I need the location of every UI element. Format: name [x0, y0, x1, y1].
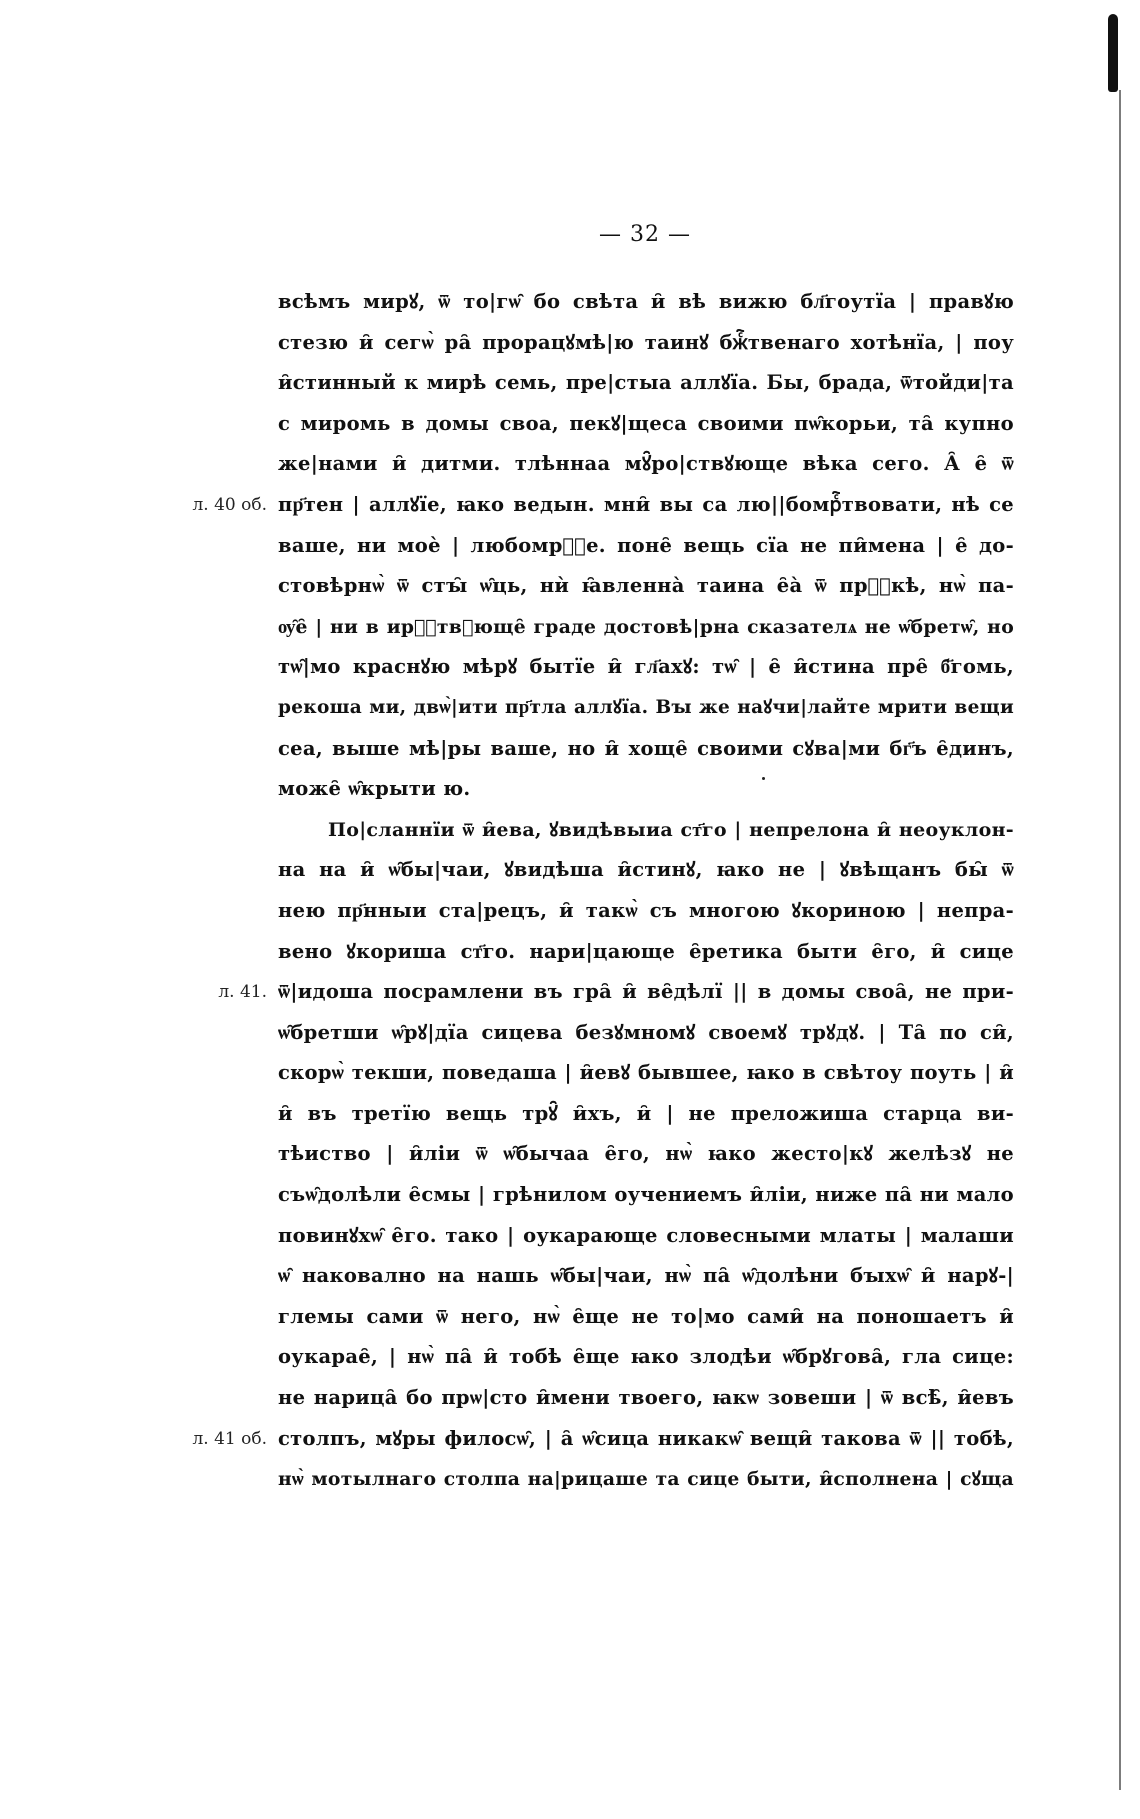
- text-line: [278, 810, 1014, 851]
- text-line: [278, 1094, 1014, 1135]
- text-line-content: на на и̑ ѡ̑бы|чаи, ꙋвидѣша и̑стинꙋ, ꙗко не | ꙋвѣщанъ бы̑ ѿ: [278, 858, 1014, 882]
- text-line: [278, 1053, 1014, 1094]
- text-line: [218, 972, 1014, 1013]
- text-line: [278, 282, 1014, 323]
- text-line: [278, 566, 1014, 607]
- text-line-content: тѣиство | и̑ліи ѿ ѡ̑бычаа е̑го, нѡ̀ ꙗко жесто|кꙋ желѣзꙋ не: [278, 1142, 1014, 1166]
- text-line: [278, 1337, 1014, 1378]
- text-line-content: скорѡ̀ текши, поведаша | и̑евꙋ бывшее, ꙗко в свѣтоу поуть | и̑: [278, 1061, 1014, 1085]
- text-line: [278, 444, 1014, 485]
- text-line-content: тѡ̑|мо краснꙋю мѣрꙋ бытїе и̑ гл҃ахꙋ: тѡ̑ | е̑ и̑стина пре̑ б҃гомь,: [278, 655, 1014, 679]
- text-line-content: же|нами и̑ дитми. тлѣннаа мꙋ̑ро|ствꙋюще вѣка сего. А̑ е̑ ѿ: [278, 452, 1014, 476]
- text-line-content: с миромь в домы своа, пекꙋ|щеса своими пѡ̑корьи, та̑ купно: [278, 411, 1014, 435]
- text-line-content: и̑ въ третїю вещь трꙋ̑ и̑хъ, и̑ | не преложиша старца ви-: [278, 1101, 1014, 1125]
- text-line-content: стезю и̑ сегѡ̀ ра̑ прорацꙋмѣ|ю таинꙋ бжⷭ҇твенаго хотѣнїа, | поу: [278, 330, 1014, 354]
- text-line-content: ваше, ни моѐ | любомрⷭ҇е. поне̑ вещь сїа не пи̑мена | е̑ до-: [278, 533, 1014, 557]
- text-line-content: пр҃тен | аллꙋїе, ꙗко ведын. мни̑ вы са лю||бомрⷭ҇твовати, нѣ се: [278, 492, 1014, 516]
- text-line: [278, 526, 1014, 567]
- text-line: [278, 729, 1014, 770]
- text-line-content: ѿ|идоша посрамлени въ гра̑ и̑ ве̑дѣлї || в домы своа̑, не при-: [278, 980, 1014, 1004]
- text-line: [278, 769, 1014, 810]
- text-line: [278, 1378, 1014, 1419]
- text-line-content: сеа, выше мѣ|ры ваше, но и̑ хоще̑ своими сꙋва|ми бг҃ъ е̑динъ,: [278, 736, 1014, 760]
- text-line-content: ѡ̑ наковално на нашь ѡ̑бы|чаи, нѡ̀ па̑ ѡ̑долѣни бꙑхѡ̑ и̑ нарꙋ-|: [278, 1264, 1014, 1288]
- text-line-content: глемы сами ѿ него, нѡ̀ е̑ще не то|мо сами̑ на поношаетъ и̑: [278, 1304, 1014, 1328]
- page-number: — 32 —: [599, 222, 691, 247]
- text-line: [278, 1256, 1014, 1297]
- margin-folio-note: л. 40 об.: [192, 494, 267, 515]
- text-line-content: нѡ̀ мотылнаго столпа на|рицаше та сице быти, и̑сполнена | сꙋща: [278, 1468, 1014, 1491]
- body-text: [192, 282, 1014, 1500]
- text-line-content: ѹ̑е̑ | ни в ирⷭ҇твꙋюще̑ граде достовѣ|рна сказателѧ не ѡ̑бретѡ̑, но: [278, 615, 1014, 638]
- text-line-content: повинꙋхѡ̑ е̑го. тако | оукарающе словесными млаты | малаши: [278, 1223, 1014, 1247]
- text-line: [278, 607, 1014, 648]
- text-line-content: не нарица̑ бо прѡ|сто и̑мени твоего, ꙗкѡ зовеши | ѿ всѣ̑, и̑евъ: [278, 1386, 1014, 1410]
- text-line-content: всѣмъ мирꙋ, ѿ то|гѡ̑ бо свѣта и̑ вѣ вижю бл҃гоутїа | правꙋю: [278, 290, 1014, 313]
- text-line: [278, 688, 1014, 729]
- text-line-content: съѡ̑долѣли е̑смы | грѣнилом оучениемъ и̑ліи, ниже па̑ ни мало: [278, 1183, 1014, 1207]
- text-line: [278, 1013, 1014, 1054]
- margin-folio-note: л. 41.: [218, 982, 267, 1003]
- text-line: [192, 485, 1014, 526]
- text-line: [278, 1216, 1014, 1257]
- text-line: [278, 1459, 1014, 1500]
- binding-edge-line: [1119, 90, 1121, 1790]
- ink-speck: [762, 777, 765, 780]
- text-line: [278, 404, 1014, 445]
- text-line-content: вено ꙋкориша ст҃го. нари|цающе е̑ретика быти е̑го, и̑ сице: [278, 939, 1014, 963]
- text-line-content: може̑ ѡ̑крыти ю.: [278, 777, 471, 801]
- text-line: [192, 1419, 1014, 1460]
- text-line: [278, 1297, 1014, 1338]
- text-line-content: нею пр҃нныи ста|рецъ, и̑ такѡ̀ съ многою ꙋкориною | непра-: [278, 898, 1014, 922]
- text-line: [278, 647, 1014, 688]
- text-line-content: и̑стинный к мирѣ семь, пре|стыа аллꙋїа. Бы, брада, ѿтойди|та: [278, 371, 1014, 395]
- text-line: [278, 323, 1014, 364]
- text-line: [278, 891, 1014, 932]
- text-line-content: столпъ, мꙋры филосѡ̑, | а̑ ѡ̑сица никакѡ̑ вещи̑ такова ѿ || тобѣ,: [278, 1426, 1014, 1450]
- margin-folio-note: л. 41 об.: [192, 1428, 267, 1449]
- text-line: [278, 363, 1014, 404]
- text-line: [278, 932, 1014, 973]
- text-line: [278, 1175, 1014, 1216]
- text-line-content: оукарае̑, | нѡ̀ па̑ и̑ тобѣ е̑ще ꙗко злодѣи ѡ̑брꙋгова̑, гла сице:: [278, 1345, 1014, 1369]
- text-line-content: стовѣрнѡ̀ ѿ стꙑ̑ ѡ̑ць, нѝ ꙗ̑вленна̀ таина е̑а̀ ѿ прⷪ҇кѣ, нѡ̀ па-: [278, 574, 1014, 598]
- binding-edge-mark: [1108, 14, 1118, 92]
- text-line: [278, 850, 1014, 891]
- text-line-content: ѡ̑бретши ѡ̑рꙋ|дїа сицева безꙋмномꙋ своемꙋ трꙋдꙋ. | Та̑ по си̑,: [278, 1020, 1014, 1044]
- text-line: [278, 1134, 1014, 1175]
- text-line-content: По|сланнїи ѿ и̑ева, ꙋвидѣвыиа ст҃го | непрелона и̑ неоуклон-: [328, 818, 1014, 841]
- text-line-content: рекоша ми, двѡ̀|ити пр҃тла аллꙋїа. Вꙑ же наꙋчи|лайте мрити вещи: [278, 696, 1014, 718]
